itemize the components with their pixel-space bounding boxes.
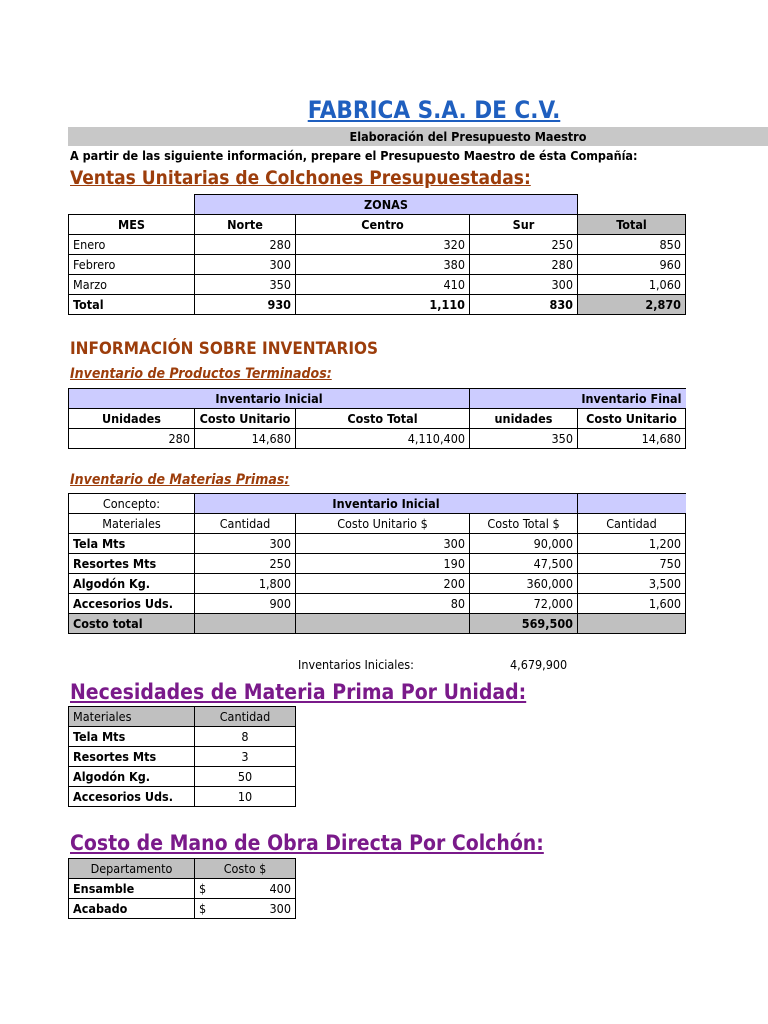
- cell: 830: [470, 295, 578, 315]
- iniciales-label: Inventarios Iniciales:: [298, 657, 414, 672]
- cell: 930: [195, 295, 296, 315]
- cell: Resortes Mts: [69, 554, 195, 574]
- col-header: Total: [578, 215, 686, 235]
- col-header: Costo Unitario: [195, 409, 296, 429]
- cell: 50: [195, 767, 296, 787]
- cell: Enero: [69, 235, 195, 255]
- cell: 300: [195, 534, 296, 554]
- concepto-label: Concepto:: [69, 494, 195, 514]
- cell: 960: [578, 255, 686, 275]
- cell: 3,500: [578, 574, 686, 594]
- cell: Costo total: [69, 614, 195, 634]
- cell: 750: [578, 554, 686, 574]
- cell: 300: [470, 275, 578, 295]
- col-header: Centro: [296, 215, 470, 235]
- col-header: Costo $: [195, 859, 296, 879]
- table-row: [69, 899, 296, 919]
- table-row: [69, 534, 686, 554]
- cell: Algodón Kg.: [69, 574, 195, 594]
- col-header: Costo Total $: [470, 514, 578, 534]
- inicial-header: Inventario Inicial: [69, 389, 470, 409]
- subtitle-band: [68, 127, 768, 146]
- cell: 200: [296, 574, 470, 594]
- cell: 47,500: [470, 554, 578, 574]
- table-row: [69, 429, 686, 449]
- table-row: [69, 879, 296, 899]
- cell: 1,110: [296, 295, 470, 315]
- cell: 1,060: [578, 275, 686, 295]
- mp-table: [68, 493, 686, 634]
- cell: 1,600: [578, 594, 686, 614]
- col-header: unidades: [470, 409, 578, 429]
- page-title: FABRICA S.A. DE C.V.: [307, 96, 561, 124]
- cell: 250: [195, 554, 296, 574]
- cell: 300: [296, 534, 470, 554]
- cell: 90,000: [470, 534, 578, 554]
- iniciales-value: 4,679,900: [510, 657, 568, 672]
- cell: 850: [578, 235, 686, 255]
- zonas-header: ZONAS: [195, 195, 578, 215]
- table-row: [69, 275, 686, 295]
- cell: 14,680: [195, 429, 296, 449]
- inventarios-heading: INFORMACIÓN SOBRE INVENTARIOS: [70, 339, 379, 359]
- cell: Resortes Mts: [69, 747, 195, 767]
- cell: 2,870: [578, 295, 686, 315]
- col-header: Norte: [195, 215, 296, 235]
- cell: Accesorios Uds.: [69, 787, 195, 807]
- inicial-header: Inventario Inicial: [195, 494, 578, 514]
- table-row: [69, 727, 296, 747]
- cell: Febrero: [69, 255, 195, 275]
- col-header: Costo Total: [296, 409, 470, 429]
- cell: 8: [195, 727, 296, 747]
- currency-symbol: $: [199, 901, 207, 916]
- cell: 569,500: [470, 614, 578, 634]
- col-header: Cantidad: [195, 707, 296, 727]
- subtitle: Elaboración del Presupuesto Maestro: [349, 129, 587, 144]
- table-row: [69, 554, 686, 574]
- pt-subheading: Inventario de Productos Terminados:: [70, 366, 332, 382]
- instructions: A partir de las siguiente información, prepare el Presupuesto Maestro de ésta Compañía:: [70, 148, 638, 163]
- ventas-heading: Ventas Unitarias de Colchones Presupuestadas:: [70, 167, 531, 189]
- cell: 190: [296, 554, 470, 574]
- cell: 300: [195, 255, 296, 275]
- cell: 360,000: [470, 574, 578, 594]
- necesidades-table: [68, 706, 296, 807]
- cell: 14,680: [578, 429, 686, 449]
- table-row: [69, 747, 296, 767]
- cell: Tela Mts: [69, 727, 195, 747]
- col-header: Costo Unitario: [578, 409, 686, 429]
- table-row: [69, 235, 686, 255]
- table-row: [69, 767, 296, 787]
- cell: 4,110,400: [296, 429, 470, 449]
- cell: Total: [69, 295, 195, 315]
- cell: 380: [296, 255, 470, 275]
- cell: 80: [296, 594, 470, 614]
- cell: Accesorios Uds.: [69, 594, 195, 614]
- col-header: Materiales: [69, 514, 195, 534]
- final-header: Inventario Final: [470, 389, 686, 409]
- cell: 410: [296, 275, 470, 295]
- col-header: Materiales: [69, 707, 195, 727]
- cell: 280: [195, 235, 296, 255]
- amount: 400: [269, 881, 291, 896]
- col-header: MES: [69, 215, 195, 235]
- cell: 280: [69, 429, 195, 449]
- cell: 350: [470, 429, 578, 449]
- cell: 900: [195, 594, 296, 614]
- cell: 1,800: [195, 574, 296, 594]
- col-header: Cantidad: [578, 514, 686, 534]
- cell: Ensamble: [69, 879, 195, 899]
- table-row: [69, 255, 686, 275]
- cell: Tela Mts: [69, 534, 195, 554]
- cell: 280: [470, 255, 578, 275]
- col-header: Sur: [470, 215, 578, 235]
- cell: 320: [296, 235, 470, 255]
- col-header: Cantidad: [195, 514, 296, 534]
- mano-obra-heading: Costo de Mano de Obra Directa Por Colchón:: [70, 831, 544, 855]
- cell: 72,000: [470, 594, 578, 614]
- cell: Acabado: [69, 899, 195, 919]
- cell: 3: [195, 747, 296, 767]
- cell: 250: [470, 235, 578, 255]
- table-row: [69, 787, 296, 807]
- cell: 10: [195, 787, 296, 807]
- col-header: Costo Unitario $: [296, 514, 470, 534]
- cell: [195, 899, 296, 919]
- cell: 1,200: [578, 534, 686, 554]
- cell: 350: [195, 275, 296, 295]
- mp-subheading: Inventario de Materias Primas:: [70, 472, 290, 488]
- total-row: [69, 614, 686, 634]
- col-header: Departamento: [69, 859, 195, 879]
- table-row: [69, 594, 686, 614]
- currency-symbol: $: [199, 881, 207, 896]
- mano-obra-table: [68, 858, 296, 919]
- col-header: Unidades: [69, 409, 195, 429]
- amount: 300: [269, 901, 291, 916]
- total-row: [69, 295, 686, 315]
- necesidades-heading: Necesidades de Materia Prima Por Unidad:: [70, 680, 527, 704]
- cell: [195, 879, 296, 899]
- cell: Algodón Kg.: [69, 767, 195, 787]
- table-row: [69, 574, 686, 594]
- ventas-table: [68, 194, 686, 315]
- pt-table: [68, 388, 686, 449]
- cell: Marzo: [69, 275, 195, 295]
